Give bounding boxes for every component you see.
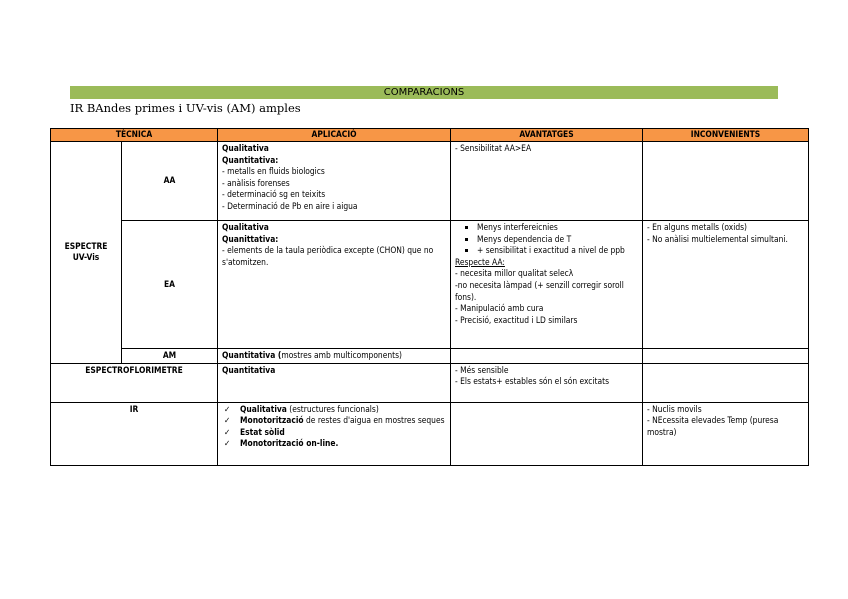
ir-item-bold: Qualitativa (240, 403, 287, 414)
technique-ea: EA (122, 221, 218, 349)
espectroflorimetre-avantatges-line: - Els estats+ estables són el són excitats (455, 376, 609, 387)
header-avantatges: AVANTATGES (451, 129, 643, 142)
list-item: ▪ Menys dependencia de T (477, 234, 638, 246)
comparison-table (50, 128, 809, 466)
ir-inconvenients (643, 402, 809, 465)
group-espectre-uvvis (51, 142, 122, 364)
aa-aplicacio-line: - anàlisis forenses (222, 177, 290, 188)
header-aplicacio: APLICACIÓ (218, 129, 451, 142)
am-aplicacio-bold: Quantitativa ( (222, 350, 282, 360)
am-inconvenients (643, 349, 809, 364)
ea-avantatges-line: -no necesita làmpad (+ senzill corregir soroll fons). (455, 279, 624, 302)
espectroflorimetre-inconvenients (643, 363, 809, 402)
aa-aplicacio-line: Qualitativa (222, 143, 269, 153)
technique-espectroflorimetre: ESPECTROFLORIMETRE (51, 363, 218, 402)
ir-item-bold: Monotorització (240, 415, 304, 426)
technique-aa: AA (122, 142, 218, 221)
subtitle: IR BAndes primes i UV-vis (AM) amples (70, 101, 301, 115)
header-inconvenients: INCONVENIENTS (643, 129, 809, 142)
header-tecnica: TÈCNICA (51, 129, 218, 142)
espectroflorimetre-aplicacio: Quantitativa (218, 363, 451, 402)
ea-avantatges-line: - Manipulació amb cura (455, 303, 544, 314)
ea-inconvenients (643, 221, 809, 349)
aa-aplicacio-line: - determinació sg en teixits (222, 189, 326, 200)
table-row-am (51, 349, 809, 364)
aa-aplicacio (218, 142, 451, 221)
ir-inconvenients-line: - Nuclis movils (647, 403, 702, 414)
ir-item-rest: (estructures funcionals) (286, 403, 379, 414)
ir-item-rest: de restes d'aigua en mostres seques (303, 415, 445, 426)
list-item (238, 427, 446, 439)
group-espectre-uvvis-label: ESPECTRE UV-Vis (64, 240, 108, 263)
aa-avantatges-line: - Sensibilitat AA>EA (455, 143, 532, 153)
list-item (238, 438, 446, 450)
technique-ir: IR (51, 402, 218, 465)
ea-avantatges-list (455, 222, 638, 257)
ir-avantatges (451, 402, 643, 465)
ea-aplicacio-line: Quanittativa: (222, 233, 279, 244)
ir-aplicacio-list (222, 404, 446, 450)
table-row-aa (51, 142, 809, 221)
ea-inconvenients-line: - No anàlisi multielemental simultani. (647, 233, 788, 244)
ir-item-bold: Estat sòlid (240, 426, 285, 437)
ea-avantatges-line: - Precisió, exactitud i LD similars (455, 314, 578, 325)
ea-respecte-aa: Respecte AA: (455, 256, 505, 267)
list-item (238, 404, 446, 416)
list-item: ▪ + sensibilitat i exactitud a nivel de ppb (477, 245, 638, 257)
aa-aplicacio-line: - metalls en fluids biologics (222, 166, 325, 177)
am-aplicacio-rest: mostres amb multicomponents) (281, 350, 402, 360)
ea-aplicacio (218, 221, 451, 349)
table-row-ir (51, 402, 809, 465)
ir-aplicacio (218, 402, 451, 465)
espectroflorimetre-avantatges-line: - Més sensible (455, 364, 509, 375)
aa-aplicacio-line: Quantitativa: (222, 154, 279, 165)
ir-item-bold: Monotorització on-line. (240, 438, 339, 449)
ea-inconvenients-line: - En alguns metalls (oxids) (647, 222, 747, 232)
ea-aplicacio-line: Qualitativa (222, 222, 269, 232)
espectroflorimetre-avantatges (451, 363, 643, 402)
ea-aplicacio-line: - elements de la taula periòdica excepte (CHON) que no s'atomitzen. (222, 245, 434, 267)
ir-inconvenients-line: - NEcessita elevades Temp (puresa mostra) (647, 415, 779, 437)
list-item: ▪ Menys interfereicnies (477, 222, 638, 234)
ea-avantatges (451, 221, 643, 349)
ea-avantatges-line: - necesita millor qualitat selecλ (455, 268, 574, 279)
table-row-espectroflorimetre (51, 363, 809, 402)
am-aplicacio (218, 349, 451, 364)
header-row (51, 129, 809, 142)
list-item (238, 415, 446, 427)
aa-avantatges (451, 142, 643, 221)
aa-aplicacio-line: - Determinació de Pb en aire i aigua (222, 200, 358, 211)
technique-am: AM (122, 349, 218, 364)
aa-inconvenients (643, 142, 809, 221)
table-row-ea (51, 221, 809, 349)
am-avantatges (451, 349, 643, 364)
comparacions-banner: COMPARACIONS (70, 86, 778, 99)
